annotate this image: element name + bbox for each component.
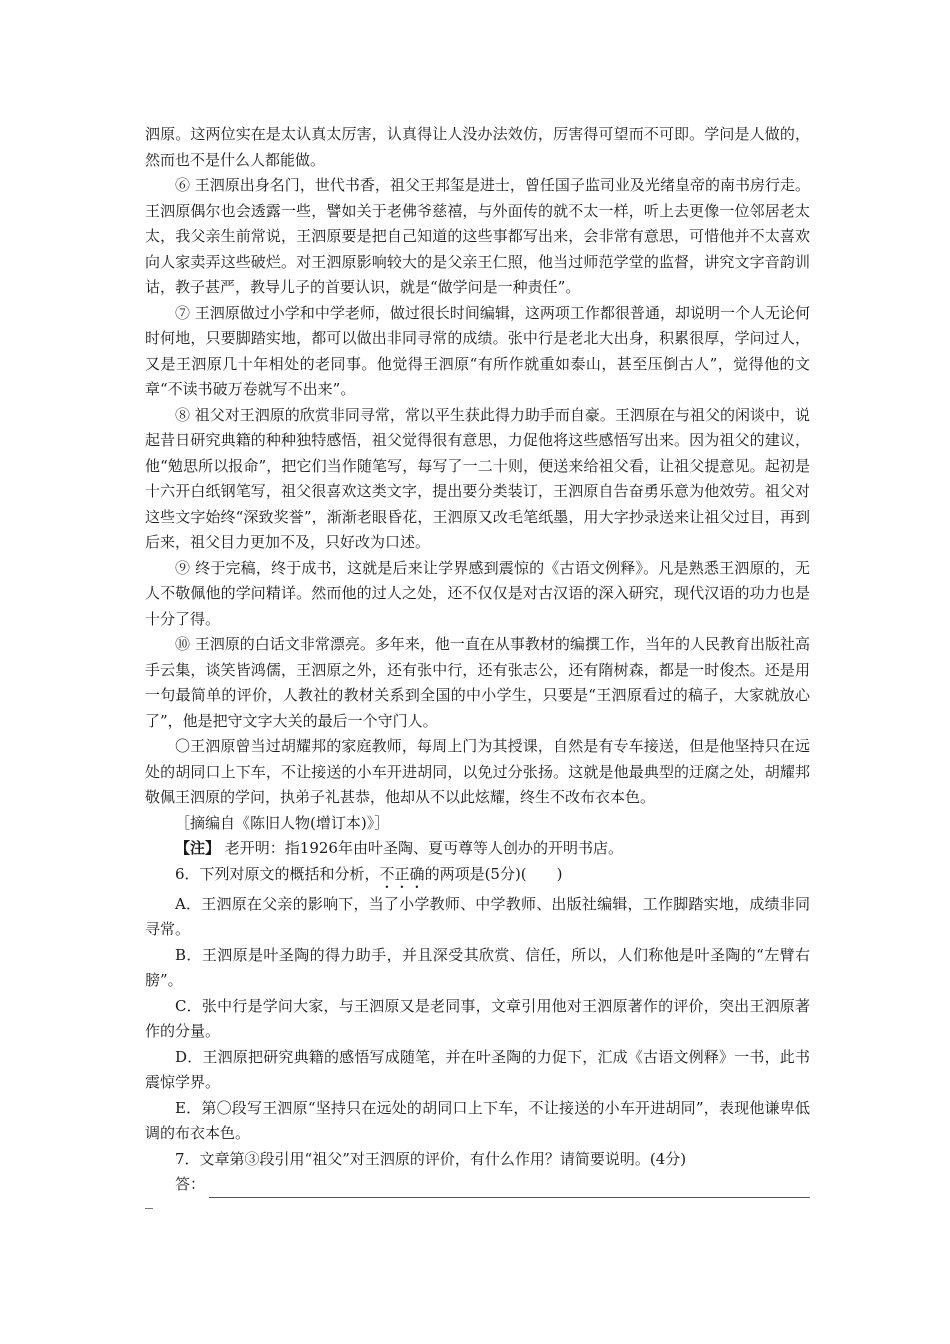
continuation-dash bbox=[145, 1208, 153, 1209]
option-b[interactable]: B．王泗原是叶圣陶的得力助手，并且深受其欣赏、信任，所以，人们称他是叶圣陶的“左臂右膀”。 bbox=[145, 945, 810, 989]
paragraph-11: 〇王泗原曾当过胡耀邦的家庭教师，每周上门为其授课，自然是有专车接送，但是他坚持只在远处的胡同口上下车，不让接送的小车开进胡同，以免过分张扬。这就是他最典型的迂腐之处，胡耀邦敬佩王泗原的学问，执弟子礼甚恭，他却从不以此炫耀，终生不改布衣本色。 bbox=[145, 737, 810, 806]
question-6-emphasis: 不正确 bbox=[379, 864, 425, 883]
footnote bbox=[145, 836, 810, 862]
footnote-text: 老开明：指1926年由叶圣陶、夏丏尊等人创办的开明书店。 bbox=[220, 839, 623, 857]
document-page bbox=[145, 122, 810, 1198]
option-a[interactable]: A．王泗原在父亲的影响下，当了小学教师、中学教师、出版社编辑，工作脚踏实地，成绩非同寻常。 bbox=[145, 894, 810, 938]
option-e[interactable]: E．第〇段写王泗原“坚持只在远处的胡同口上下车，不让接送的小车开进胡同”，表现他谦卑低调的布衣本色。 bbox=[145, 1098, 810, 1142]
question-6-prefix: 6．下列对原文的概括和分析， bbox=[175, 864, 380, 883]
question-6 bbox=[145, 862, 810, 892]
answer-line-rule[interactable] bbox=[209, 1179, 810, 1198]
answer-area[interactable] bbox=[145, 1172, 810, 1198]
paragraph-intro: 泗原。这两位实在是太认真太厉害，认真得让人没办法效仿，厉害得可望而不可即。学问是人做的，然而也不是什么人都能做。 bbox=[145, 125, 810, 169]
option-d[interactable]: D．王泗原把研究典籍的感悟写成随笔，并在叶圣陶的力促下，汇成《古语文例释》一书，此书震惊学界。 bbox=[145, 1047, 810, 1091]
paragraph-7: ⑦ 王泗原做过小学和中学老师，做过很长时间编辑，这两项工作都很普通，却说明一个人无论何时何地，只要脚踏实地，都可以做出非同寻常的成绩。张中行是老北大出身，积累很厚，学问过人，又是王泗原几十年相处的老同事。他觉得王泗原“有所作就重如泰山，甚至压倒古人”，觉得他的文章“不读书破万卷就写不出来”。 bbox=[145, 303, 810, 398]
question-7: 7．文章第③段引用“祖父”对王泗原的评价，有什么作用？请简要说明。(4分) bbox=[175, 1149, 687, 1168]
question-6-suffix: 的两项是(5分)( ) bbox=[424, 864, 563, 883]
paragraph-6: ⑥ 王泗原出身名门，世代书香，祖父王邦玺是进士，曾任国子监司业及光绪皇帝的南书房行走。王泗原偶尔也会透露一些，譬如关于老佛爷慈禧，与外面传的就不太一样，听上去更像一位邻居老太太，我父亲生前常说，王泗原要是把自己知道的这些事都写出来，会非常有意思，可惜他并不太喜欢向人家卖弄这些破烂。对王泗原影响较大的是父亲王仁照，他当过师范学堂的监督，讲究文字音韵训诂，教子甚严，教导儿子的首要认识，就是“做学问是一种责任”。 bbox=[145, 176, 810, 296]
source-citation: ［摘编自《陈旧人物(增订本)》］ bbox=[175, 813, 390, 832]
paragraph-10: ⑩ 王泗原的白话文非常漂亮。多年来，他一直在从事教材的编撰工作，当年的人民教育出版社高手云集，谈笑皆鸿儒，王泗原之外，还有张中行，还有张志公，还有隋树森，都是一时俊杰。还是用一句最简单的评价，人教社的教材关系到全国的中小学生，只要是“王泗原看过的稿子，大家就放心了”，他是把守文字大关的最后一个守门人。 bbox=[145, 635, 810, 730]
option-c[interactable]: C．张中行是学问大家，与王泗原又是老同事，文章引用他对王泗原著作的评价，突出王泗原著作的分量。 bbox=[145, 996, 810, 1040]
paragraph-8: ⑧ 祖父对王泗原的欣赏非同寻常，常以平生获此得力助手而自豪。王泗原在与祖父的闲谈中，说起昔日研究典籍的种种独特感悟，祖父觉得很有意思，力促他将这些感悟写出来。因为祖父的建议，他“勉思所以报命”，把它们当作随笔写，每写了一二十则，便送来给祖父看，让祖父提意见。起初是十六开白纸钢笔写，祖父很喜欢这类文字，提出要分类装订，王泗原自告奋勇乐意为他效劳。祖父对这些文字始终“深致奖誉”，渐渐老眼昏花，王泗原又改毛笔纸墨，用大字抄录送来让祖父过目，再到后来，祖父目力更加不及，只好改为口述。 bbox=[145, 405, 810, 551]
footnote-label: 【注】 bbox=[175, 839, 221, 857]
paragraph-9: ⑨ 终于完稿，终于成书，这就是后来让学界感到震惊的《古语文例释》。凡是熟悉王泗原的，无人不敬佩他的学问精详。然而他的过人之处，还不仅仅是对古汉语的深入研究，现代汉语的功力也是十分了得。 bbox=[145, 558, 810, 628]
answer-label: 答： bbox=[175, 1175, 206, 1193]
